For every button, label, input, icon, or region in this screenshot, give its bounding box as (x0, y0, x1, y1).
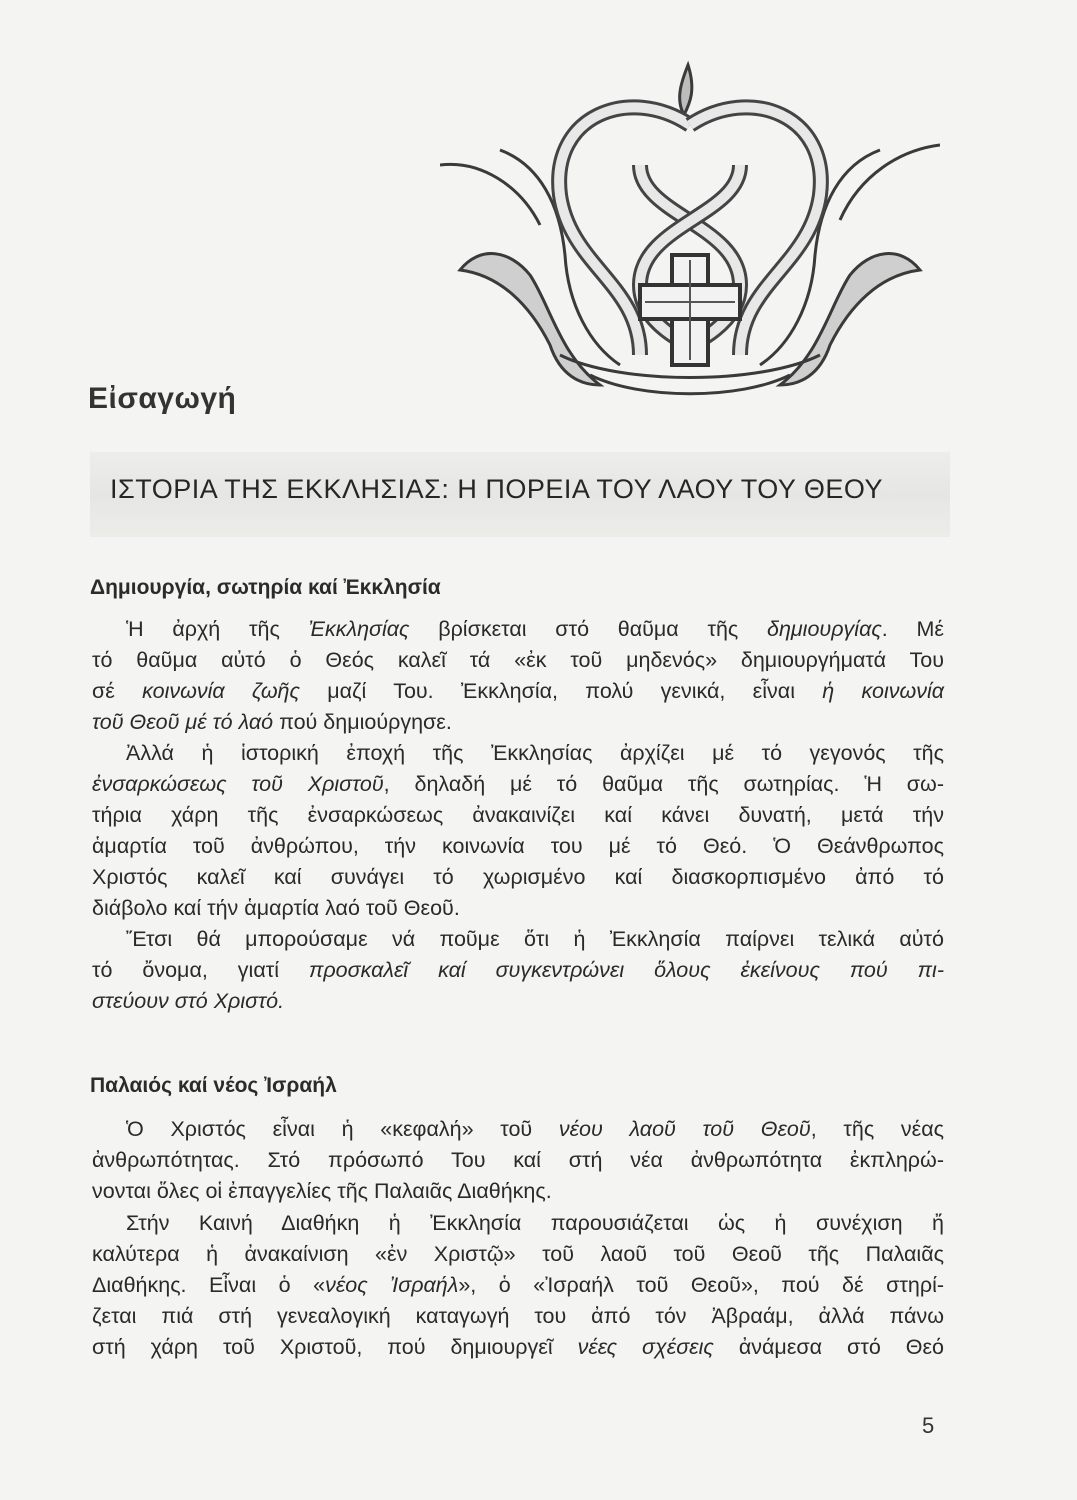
text-line: Ἀλλά ἡ ἱστορική ἐποχή τῆς Ἐκκλησίας ἀρχίζει μέ τό γεγονός τῆς (126, 741, 944, 765)
page-number: 5 (922, 1413, 935, 1438)
text-line: ζεται πιά στή γενεαλογική καταγωγή του ἀπό τόν Ἀβραάμ, ἀλλά πάνω (92, 1304, 944, 1328)
text-line: Διαθήκης. Εἶναι ὁ «νέος Ἰσραήλ», ὁ «Ἰσραήλ τοῦ Θεοῦ», πού δέ στηρί- (92, 1273, 945, 1297)
chapter-title: Εἰσαγωγή (88, 382, 237, 415)
byzantine-cross-ornament-icon (440, 55, 940, 415)
text-line: νονται ὅλες οἱ ἐπαγγελίες τῆς Παλαιᾶς Διαθήκης. (92, 1179, 552, 1203)
text-line: σέ κοινωνία ζωῆς μαζί Του. Ἐκκλησία, πολύ γενικά, εἶναι ἡ κοινωνία (92, 679, 944, 703)
text-line: ἐνσαρκώσεως τοῦ Χριστοῦ, δηλαδή μέ τό θαῦμα τῆς σωτηρίας. Ἡ σω- (92, 772, 944, 796)
text-line: τό ὄνομα, γιατί προσκαλεῖ καί συγκεντρώνει ὅλους ἐκείνους πού πι- (92, 958, 944, 982)
text-line: τό θαῦμα αὐτό ὁ Θεός καλεῖ τά «ἐκ τοῦ μηδενός» δημιουργήματά Του (92, 648, 944, 672)
paragraph-s1-p1 (92, 614, 944, 738)
section-heading-israel: Παλαιός καί νέος Ἰσραήλ (90, 1074, 337, 1097)
text-line: ἁμαρτία τοῦ ἀνθρώπου, τήν κοινωνία του μέ τό Θεό. Ὁ Θεάνθρωπος (92, 834, 944, 858)
paragraph-s2-p1 (92, 1114, 944, 1207)
text-line: τήρια χάρη τῆς ἐνσαρκώσεως ἀνακαινίζει καί κάνει δυνατή, μετά τήν (92, 803, 944, 827)
text-line: στεύουν στό Χριστό. (92, 989, 285, 1013)
text-line: στή χάρη τοῦ Χριστοῦ, πού δημιουργεῖ νέες σχέσεις ἀνάμεσα στό Θεό (92, 1335, 944, 1359)
text-line: Ἔτσι θά μπορούσαμε νά ποῦμε ὅτι ἡ Ἐκκλησία παίρνει τελικά αὐτό (126, 927, 944, 951)
text-line: Ἡ ἀρχή τῆς Ἐκκλησίας βρίσκεται στό θαῦμα τῆς δημιουργίας. Μέ (126, 617, 944, 641)
text-line: ἀνθρωπότητας. Στό πρόσωπό Του καί στή νέα ἀνθρωπότητα ἐκπληρώ- (92, 1148, 944, 1172)
section-heading-creation: Δημιουργία, σωτηρία καί Ἐκκλησία (90, 576, 441, 599)
text-line: Χριστός καλεῖ καί συνάγει τό χωρισμένο καί διασκορπισμένο ἀπό τό (92, 865, 944, 889)
text-line: καλύτερα ἡ ἀνακαίνιση «ἐν Χριστῷ» τοῦ λαοῦ τοῦ Θεοῦ τῆς Παλαιᾶς (92, 1242, 944, 1266)
banner-title: ΙΣΤΟΡΙΑ ΤΗΣ ΕΚΚΛΗΣΙΑΣ: Η ΠΟΡΕΙΑ ΤΟΥ ΛΑΟΥ ΤΟΥ ΘΕΟΥ (110, 474, 884, 504)
text-line: τοῦ Θεοῦ μέ τό λαό πού δημιούργησε. (92, 710, 452, 734)
paragraph-s2-p2 (92, 1208, 944, 1363)
paragraph-s1-p3 (92, 924, 944, 1017)
paragraph-s1-p2 (92, 738, 944, 924)
text-line: διάβολο καί τήν ἁμαρτία λαό τοῦ Θεοῦ. (92, 896, 460, 920)
text-line: Ὁ Χριστός εἶναι ἡ «κεφαλή» τοῦ νέου λαοῦ τοῦ Θεοῦ, τῆς νέας (126, 1117, 944, 1141)
text-line: Στήν Καινή Διαθήκη ἡ Ἐκκλησία παρουσιάζεται ὡς ἡ συνέχιση ἤ (126, 1211, 944, 1235)
